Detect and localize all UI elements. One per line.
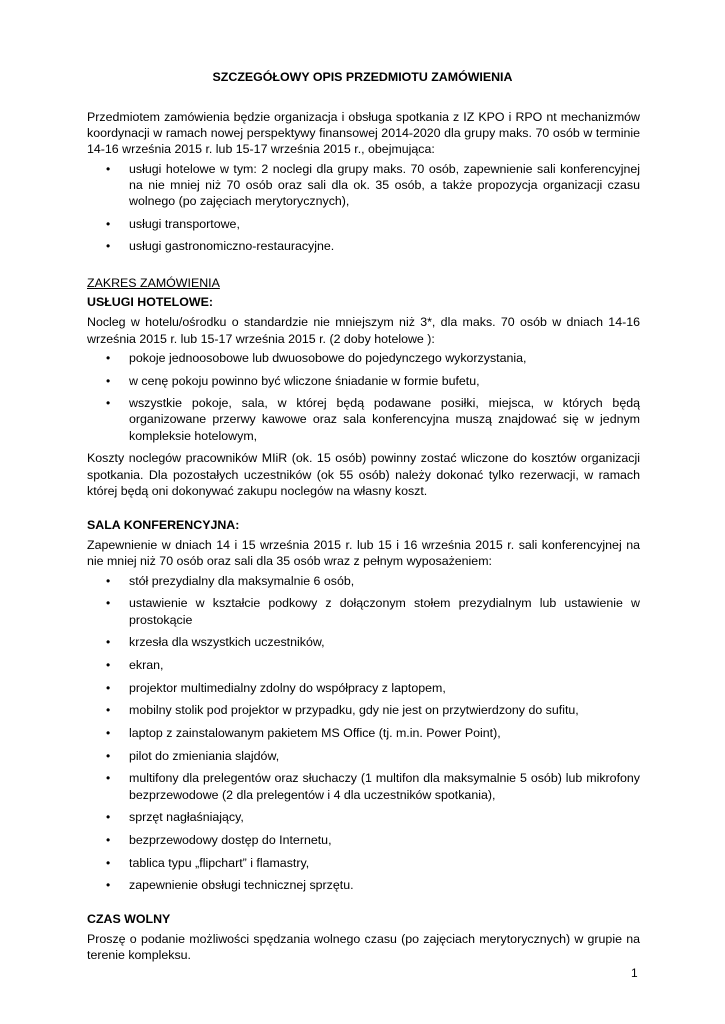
list-item: • bezprzewodowy dostęp do Internetu, xyxy=(106,833,332,848)
bullet-icon: • xyxy=(106,573,111,588)
list-item: • zapewnienie obsługi technicznej sprzętu. xyxy=(106,878,354,893)
list-item: • wszystkie pokoje, sala, w której będą podawane posiłki, miejsca, w których będą organizowane przerwy kawowe oraz sala konferencyjna muszą znajdować się w jednym kompleksie hotelowym, xyxy=(106,396,640,443)
list-item: • usługi hotelowe w tym: 2 noclegi dla grupy maks. 70 osób, zapewnienie sali konferencyjnej na nie mniej niż 70 osób oraz sali dla ok. 35 osób, a także propozycja organizacji czasu wolnego (po zajęciach merytorycznych), xyxy=(106,161,640,209)
intro-list xyxy=(87,161,640,255)
list-item: • krzesła dla wszystkich uczestników, xyxy=(106,635,325,650)
bullet-icon: • xyxy=(106,657,111,672)
list-item: • pokoje jednoosobowe lub dwuosobowe do pojedynczego wykorzystania, xyxy=(106,350,527,365)
list-item: • multifony dla prelegentów oraz słuchaczy (1 multifon dla maksymalnie 5 osób) lub mikrofony bezprzewodowe (2 dla prelegentów i 4 dla uczestników spotkania), xyxy=(106,771,640,802)
scope-heading: ZAKRES ZAMÓWIENIA xyxy=(87,276,220,290)
bullet-icon: • xyxy=(106,748,111,763)
bullet-icon: • xyxy=(106,810,111,825)
hotel-costs-paragraph: Koszty noclegów pracowników MIiR (ok. 15 osób) powinny zostać wliczone do kosztów organizacji spotkania. Dla pozostałych uczestników (ok 55 osób) należy dokonać tylko rezerwacji, w ramach której będą oni dokonywać zakupu noclegów na własny koszt. xyxy=(87,451,640,498)
list-item: • mobilny stolik pod projektor w przypadku, gdy nie jest on przytwierdzony do sufitu, xyxy=(106,703,579,718)
list-item: • ustawienie w kształcie podkowy z dołączonym stołem prezydialnym lub ustawienie w prostokącie xyxy=(106,596,640,627)
conference-section xyxy=(87,517,640,900)
bullet-icon: • xyxy=(106,833,111,848)
bullet-icon: • xyxy=(106,878,111,893)
bullet-icon: • xyxy=(106,373,111,388)
bullet-icon: • xyxy=(106,596,111,611)
hotel-list xyxy=(87,350,640,444)
list-item: • usługi transportowe, xyxy=(106,216,240,231)
bullet-icon: • xyxy=(106,680,111,695)
intro-paragraph: Przedmiotem zamówienia będzie organizacja i obsługa spotkania z IZ KPO i RPO nt mechanizmów koordynacji w ramach nowej perspektywy finansowej 2014-2020 dla grupy maks. 70 osób w terminie 14-16 września 2015 r. lub 15-17 września 2015 r., obejmująca: xyxy=(87,110,640,157)
bullet-icon: • xyxy=(106,239,111,254)
bullet-icon: • xyxy=(106,726,111,741)
list-item: • ekran, xyxy=(106,657,164,672)
document-title: SZCZEGÓŁOWY OPIS PRZEDMIOTU ZAMÓWIENIA xyxy=(212,70,513,84)
bullet-icon: • xyxy=(106,350,111,365)
list-item: • w cenę pokoju powinno być wliczone śniadanie w formie bufetu, xyxy=(106,373,480,388)
bullet-icon: • xyxy=(106,703,111,718)
page-number: 1 xyxy=(631,966,638,980)
bullet-icon: • xyxy=(106,161,111,176)
list-item: • pilot do zmieniania slajdów, xyxy=(106,748,280,763)
bullet-icon: • xyxy=(106,855,111,870)
conference-paragraph: Zapewnienie w dniach 14 i 15 września 2015 r. lub 15 i 16 września 2015 r. sali konferencyjnej na nie mniej niż 70 osób oraz sali dla 35 osób wraz z pełnym wyposażeniem: xyxy=(87,538,640,569)
bullet-icon: • xyxy=(106,216,111,231)
bullet-icon: • xyxy=(106,396,111,411)
hotel-paragraph: Nocleg w hotelu/ośrodku o standardzie nie mniejszym niż 3*, dla maks. 70 osób w dniach 14-16 września 2015 r. lub 15-17 września 2015 r. (2 doby hotelowe ): xyxy=(87,315,640,346)
free-time-section xyxy=(87,911,640,964)
list-item: • sprzęt nagłaśniający, xyxy=(106,810,244,825)
bullet-icon: • xyxy=(106,771,111,786)
free-time-paragraph: Proszę o podanie możliwości spędzania wolnego czasu (po zajęciach merytorycznych) w grupie na terenie kompleksu. xyxy=(87,932,640,963)
intro-section xyxy=(87,109,640,261)
list-item: • usługi gastronomiczno-restauracyjne. xyxy=(106,239,335,254)
conference-heading: SALA KONFERENCYJNA: xyxy=(87,518,240,532)
list-item: • stół prezydialny dla maksymalnie 6 osób, xyxy=(106,573,355,588)
list-item: • laptop z zainstalowanym pakietem MS Office (tj. m.in. Power Point), xyxy=(106,726,501,741)
list-item: • projektor multimedialny zdolny do współpracy z laptopem, xyxy=(106,680,446,695)
list-item: • tablica typu „flipchart” i flamastry, xyxy=(106,855,310,870)
hotel-heading: USŁUGI HOTELOWE: xyxy=(87,295,213,310)
conference-list xyxy=(87,573,640,894)
bullet-icon: • xyxy=(106,635,111,650)
free-time-heading: CZAS WOLNY xyxy=(87,912,171,926)
scope-section xyxy=(87,275,640,499)
